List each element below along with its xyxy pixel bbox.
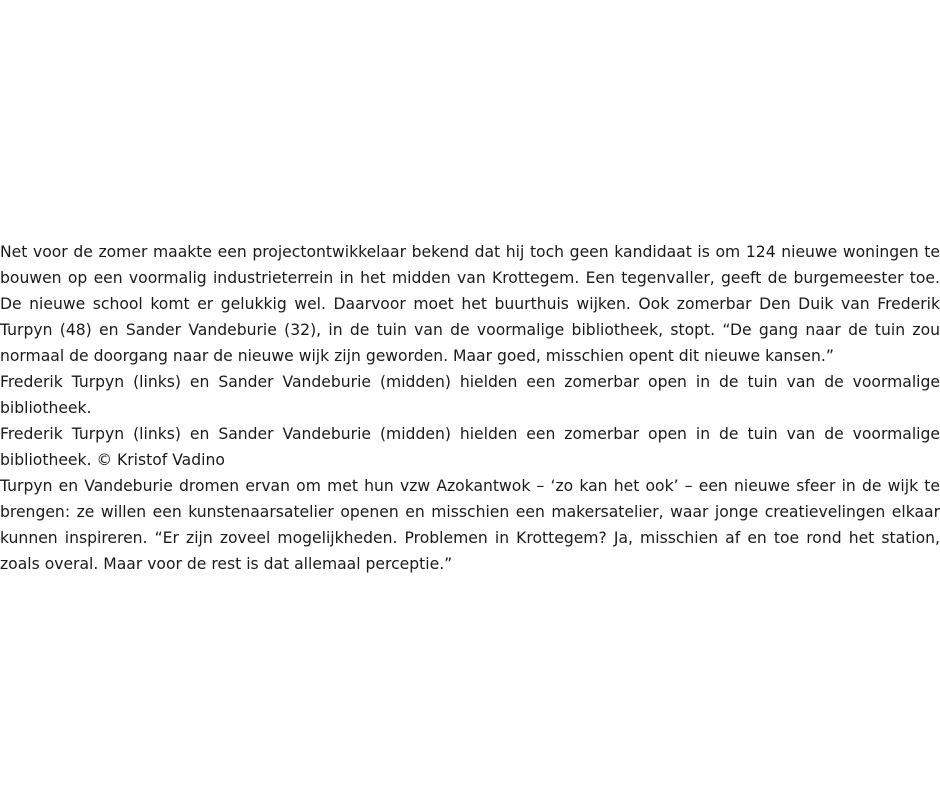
article-body: [0, 239, 940, 577]
article-paragraph-body: Turpyn en Vandeburie dromen ervan om met hun vzw Azokantwok – ‘zo kan het ook’ – een nieuwe sfeer in de wijk te brengen: ze willen een kunstenaarsatelier openen en misschien een makersatelier, waar jonge creatievelingen elkaar kunnen inspireren. “Er zijn zoveel mogelijkheden. Problemen in Krottegem? Ja, misschien af en toe rond het station, zoals overal. Maar voor de rest is dat allemaal perceptie.”: [0, 477, 940, 573]
photo-caption-credit: Frederik Turpyn (links) en Sander Vandeburie (midden) hielden een zomerbar open in de tuin van de voormalige bibliotheek. © Kristof Vadino: [0, 425, 940, 469]
article-paragraph-intro: Net voor de zomer maakte een projectontwikkelaar bekend dat hij toch geen kandidaat is om 124 nieuwe woningen te bouwen op een voormalig industrieterrein in het midden van Krottegem. Een tegenvaller, geeft de burgemeester toe. De nieuwe school komt er gelukkig wel. Daarvoor moet het buurthuis wijken. Ook zomerbar Den Duik van Frederik Turpyn (48) en Sander Vandeburie (32), in de tuin van de voormalige bibliotheek, stopt. “De gang naar de tuin zou normaal de doorgang naar de nieuwe wijk zijn geworden. Maar goed, misschien opent dit nieuwe kansen.”: [0, 243, 940, 365]
photo-caption: Frederik Turpyn (links) en Sander Vandeburie (midden) hielden een zomerbar open in de tuin van de voormalige bibliotheek.: [0, 373, 940, 417]
